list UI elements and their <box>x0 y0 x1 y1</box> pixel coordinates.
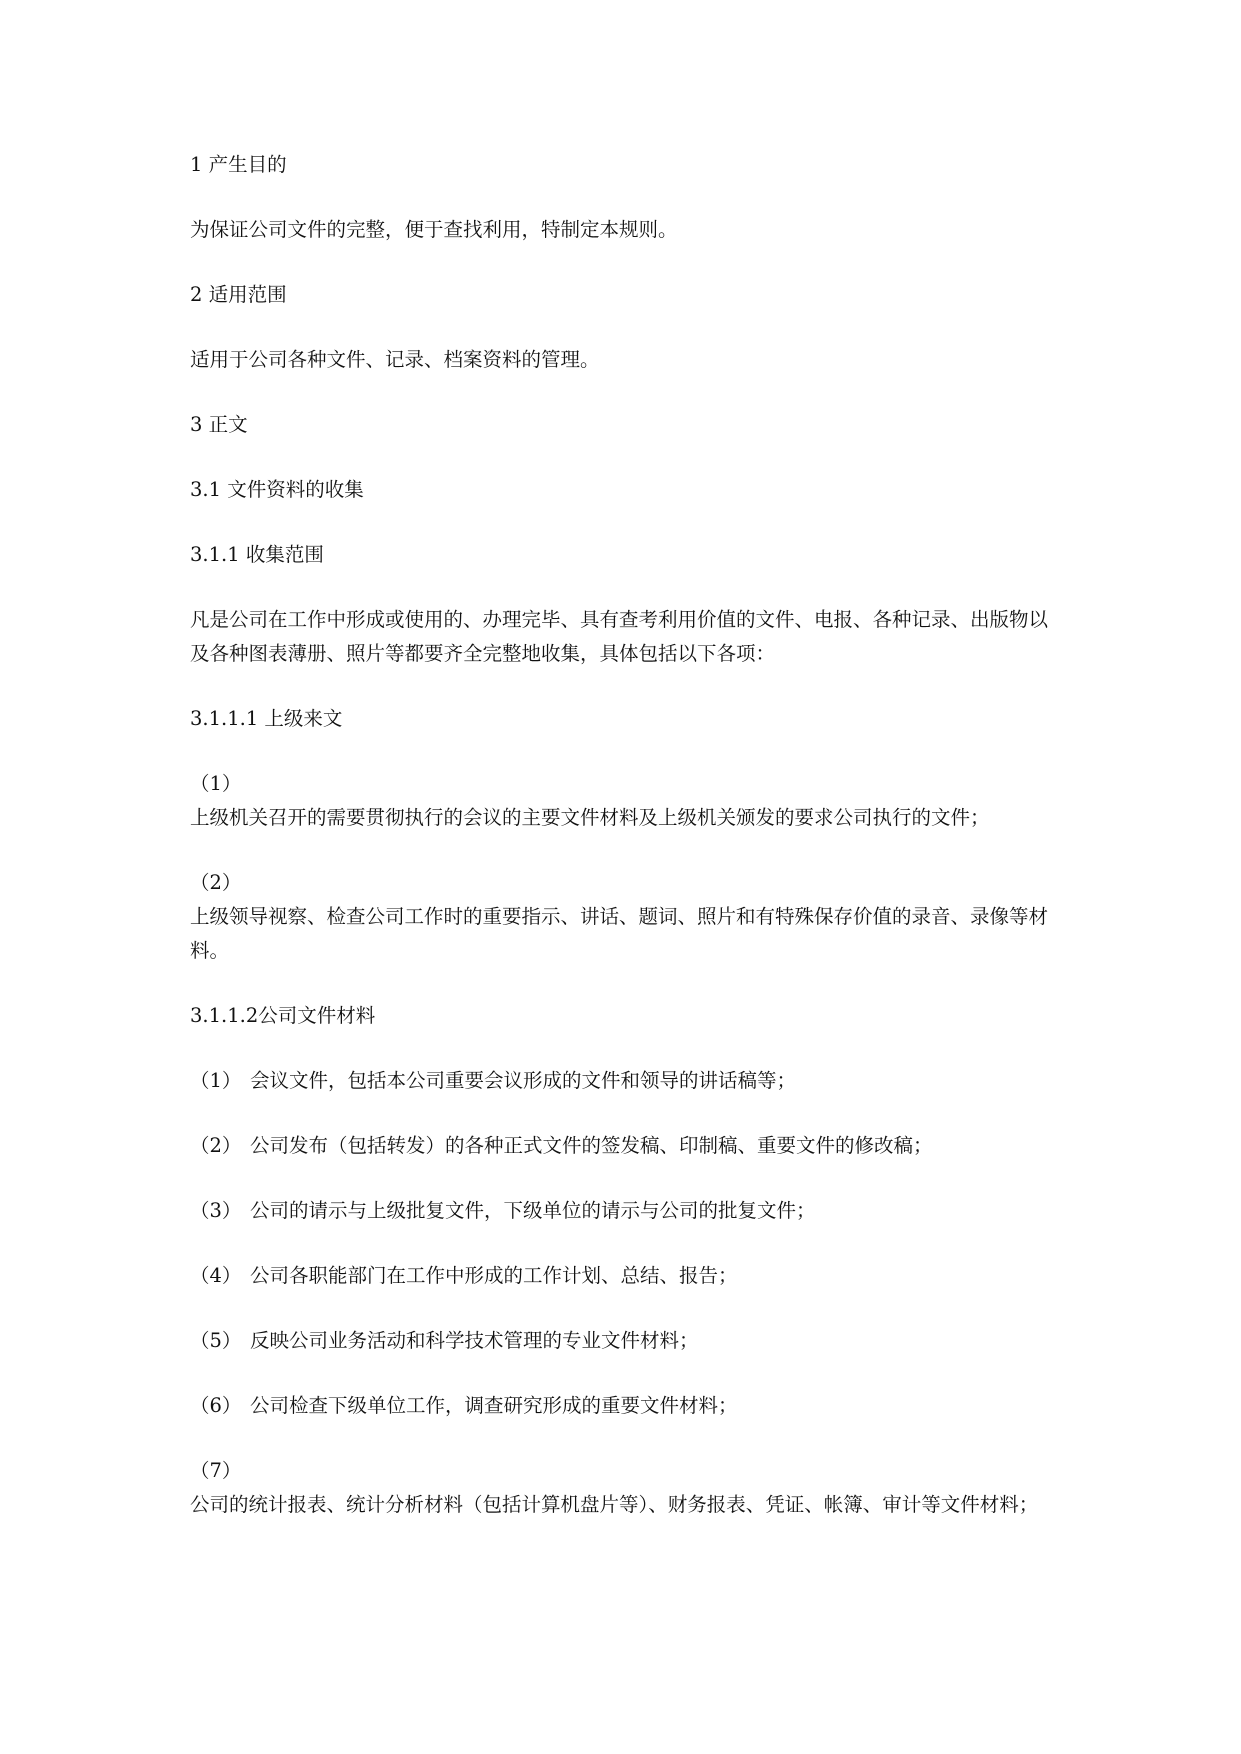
list-item-text: 上级领导视察、检查公司工作时的重要指示、讲话、题词、照片和有特殊保存价值的录音、录像等材料。 <box>190 905 1049 962</box>
list-item-text: 公司的统计报表、统计分析材料（包括计算机盘片等）、财务报表、凭证、帐簿、审计等文件材料； <box>190 1493 1039 1516</box>
list-item-company-2 <box>190 1129 1060 1163</box>
list-item-company-6 <box>190 1389 1060 1423</box>
list-marker: （6） <box>190 1394 242 1417</box>
list-item-text: 公司发布（包括转发）的各种正式文件的签发稿、印制稿、重要文件的修改稿； <box>250 1134 933 1157</box>
paragraph-purpose: 为保证公司文件的完整，便于查找利用，特制定本规则。 <box>190 218 678 241</box>
list-item-text: 公司各职能部门在工作中形成的工作计划、总结、报告； <box>250 1264 738 1287</box>
list-item-text: 会议文件，包括本公司重要会议形成的文件和领导的讲话稿等； <box>250 1069 797 1092</box>
list-marker: （2） <box>190 1134 242 1157</box>
list-item-superior-1 <box>190 767 1060 835</box>
list-marker: （1） <box>190 772 242 795</box>
document-body <box>190 148 1060 1553</box>
subsection-heading-collection: 3.1 文件资料的收集 <box>190 478 364 501</box>
list-marker: （1） <box>190 1069 242 1092</box>
list-item-text: 上级机关召开的需要贯彻执行的会议的主要文件材料及上级机关颁发的要求公司执行的文件； <box>190 806 990 829</box>
section-heading-body: 3 正文 <box>190 413 248 436</box>
list-marker: （3） <box>190 1199 242 1222</box>
subsection-heading-superior-docs: 3.1.1.1 上级来文 <box>190 707 343 730</box>
list-item-company-1 <box>190 1064 1060 1098</box>
paragraph-collection-range: 凡是公司在工作中形成或使用的、办理完毕、具有查考利用价值的文件、电报、各种记录、出版物以及各种图表薄册、照片等都要齐全完整地收集，具体包括以下各项： <box>190 608 1049 665</box>
list-item-company-3 <box>190 1194 1060 1228</box>
paragraph-scope: 适用于公司各种文件、记录、档案资料的管理。 <box>190 348 600 371</box>
list-item-text: 反映公司业务活动和科学技术管理的专业文件材料； <box>250 1329 699 1352</box>
list-item-company-5 <box>190 1324 1060 1358</box>
list-marker: （4） <box>190 1264 242 1287</box>
list-item-text: 公司检查下级单位工作，调查研究形成的重要文件材料； <box>250 1394 738 1417</box>
list-item-company-7 <box>190 1454 1060 1522</box>
list-marker: （7） <box>190 1459 242 1482</box>
list-marker: （5） <box>190 1329 242 1352</box>
subsection-heading-collection-range: 3.1.1 收集范围 <box>190 543 324 566</box>
list-item-text: 公司的请示与上级批复文件，下级单位的请示与公司的批复文件； <box>250 1199 816 1222</box>
list-item-superior-2 <box>190 866 1060 968</box>
section-heading-purpose: 1 产生目的 <box>190 153 287 176</box>
section-heading-scope: 2 适用范围 <box>190 283 287 306</box>
list-item-company-4 <box>190 1259 1060 1293</box>
subsection-heading-company-docs: 3.1.1.2公司文件材料 <box>190 1004 376 1027</box>
list-marker: （2） <box>190 871 242 894</box>
